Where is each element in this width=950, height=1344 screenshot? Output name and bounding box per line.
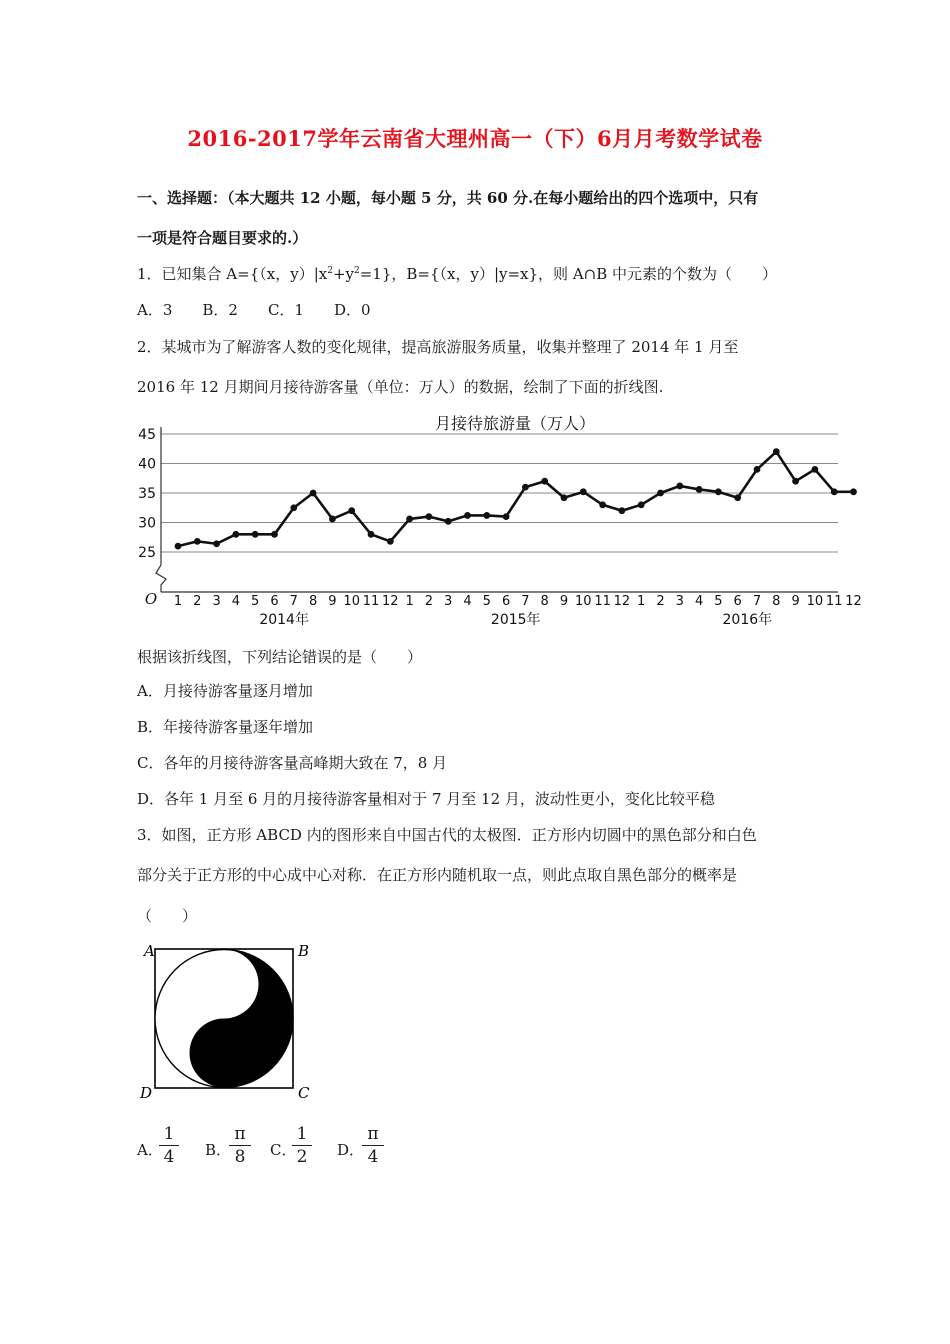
x-tick-label: 3 [212, 594, 221, 609]
data-point [657, 490, 664, 497]
q2-stem-line2: 2016 年 12 月期间月接待游客量（单位：万人）的数据，绘制了下面的折线图. [137, 378, 664, 396]
denominator: 2 [296, 1147, 308, 1167]
x-tick-label: 7 [289, 594, 298, 609]
data-point [406, 516, 413, 523]
data-point [696, 486, 703, 493]
x-tick-label: 7 [521, 594, 530, 609]
x-tick-label: 2 [656, 594, 665, 609]
section-header-line1: 一、选择题：（本大题共 12 小题，每小题 5 分，共 60 分.在每小题给出的四个选项中，只有 [137, 189, 759, 207]
data-point [599, 501, 606, 508]
denominator: 4 [367, 1147, 379, 1167]
data-point [561, 494, 568, 501]
q3-option-a-label: A． [137, 1141, 163, 1159]
q3-stem-line2: 部分关于正方形的中心成中心对称．在正方形内随机取一点，则此点取自黑色部分的概率是 [137, 866, 738, 884]
data-point [310, 490, 317, 497]
year-label: 2015年 [490, 612, 541, 628]
data-point [792, 478, 799, 485]
numerator: π [234, 1124, 246, 1144]
q3-option-d-fraction [362, 1124, 384, 1167]
data-point [368, 531, 375, 538]
data-point [464, 512, 471, 519]
q3-stem-line3: （ ） [137, 907, 198, 925]
data-point [348, 507, 355, 514]
x-tick-label: 11 [362, 594, 380, 609]
y-tick-label: 30 [138, 515, 156, 532]
x-tick-label: 1 [173, 594, 183, 609]
x-tick-label: 8 [308, 594, 318, 609]
y-axis-break [156, 565, 166, 592]
data-point [290, 504, 297, 511]
data-point [426, 513, 433, 520]
q2-stem-line1: 2．某城市为了解游客人数的变化规律，提高旅游服务质量，收集并整理了 2014 年 1 月至 [137, 338, 739, 356]
data-point [233, 531, 240, 538]
data-point [252, 531, 259, 538]
data-point [387, 538, 394, 545]
taiji-figure [136, 936, 320, 1104]
x-tick-label: 11 [594, 594, 611, 609]
x-tick-label: 6 [270, 594, 279, 609]
x-tick-label: 12 [382, 594, 399, 609]
data-point [541, 478, 548, 485]
series-line [178, 452, 854, 546]
denominator: 8 [234, 1147, 246, 1167]
x-tick-label: 8 [540, 594, 549, 609]
x-tick-label: 4 [231, 594, 241, 609]
tourist-line-chart [130, 405, 860, 635]
x-tick-label: 1 [637, 594, 646, 609]
x-tick-label: 5 [482, 594, 491, 609]
q3-option-c-fraction [292, 1124, 312, 1167]
q2-question: 根据该折线图，下列结论错误的是（ ） [137, 648, 423, 666]
data-point [773, 448, 780, 455]
y-tick-label: 40 [138, 456, 156, 473]
data-point [503, 513, 510, 520]
page-title: 2016-2017学年云南省大理州高一（下）6月月考数学试卷 [187, 126, 763, 151]
x-tick-label: 5 [714, 594, 723, 609]
black-dot [217, 1047, 231, 1061]
q1-options: A．3 B．2 C．1 D．0 [137, 301, 371, 319]
data-point [831, 488, 838, 495]
data-point [754, 466, 761, 473]
data-point [638, 501, 645, 508]
q3-option-c-label: C． [270, 1141, 297, 1159]
data-point [175, 543, 182, 550]
data-point [483, 512, 490, 519]
x-tick-label: 2 [424, 594, 434, 609]
y-tick-label: 45 [138, 427, 156, 443]
y-tick-label: 25 [138, 545, 156, 561]
numerator: 1 [296, 1124, 308, 1144]
year-label: 2014年 [259, 612, 309, 628]
x-tick-label: 9 [559, 594, 569, 609]
x-tick-label: 6 [501, 594, 511, 609]
data-point [676, 483, 683, 490]
corner-label-d: D [140, 1084, 153, 1102]
data-point [812, 466, 819, 473]
corner-label-a: A [144, 942, 155, 960]
q3-option-b-label: B． [205, 1141, 232, 1159]
white-dot [217, 976, 231, 990]
x-tick-label: 9 [791, 594, 800, 609]
data-point [715, 488, 722, 495]
denominator: 4 [163, 1147, 175, 1167]
q3-option-d-label: D． [337, 1141, 365, 1159]
q3-option-b-fraction [229, 1124, 251, 1167]
data-point [213, 540, 220, 547]
q2-option-d: D．各年 1 月至 6 月的月接待游客量相对于 7 月至 12 月，波动性更小，变化比较平稳 [137, 790, 715, 808]
q3-option-a-fraction [159, 1124, 179, 1167]
x-tick-label: 12 [613, 594, 631, 609]
x-tick-label: 4 [694, 594, 704, 609]
corner-label-c: C [298, 1084, 310, 1102]
chart-title: 月接待旅游量（万人） [434, 414, 596, 433]
data-point [734, 494, 741, 501]
x-tick-label: 3 [444, 594, 453, 609]
x-tick-label: 12 [845, 594, 862, 609]
x-tick-label: 6 [733, 594, 742, 609]
x-tick-label: 5 [251, 594, 260, 609]
x-tick-label: 9 [328, 594, 337, 609]
origin-label: O [144, 590, 158, 608]
q2-option-c: C．各年的月接待游客量高峰期大致在 7，8 月 [137, 754, 448, 772]
x-tick-label: 10 [575, 594, 592, 609]
q3-stem-line1: 3．如图，正方形 ABCD 内的图形来自中国古代的太极图．正方形内切圆中的黑色部分和白色 [137, 826, 757, 844]
x-tick-label: 3 [675, 594, 684, 609]
x-tick-label: 2 [193, 594, 202, 609]
q1-stem: 1．已知集合 A={（x，$y)|x^2+y^2=1$}，B={（x，y）|y=x}，则 A∩B 中元素的个数为（ ） [137, 265, 778, 283]
data-point [619, 507, 626, 514]
x-tick-label: 11 [825, 594, 843, 609]
data-point [580, 488, 587, 495]
x-tick-label: 4 [463, 594, 472, 609]
q2-option-b: B．年接待游客量逐年增加 [137, 718, 314, 736]
corner-label-b: B [298, 942, 310, 960]
x-tick-label: 8 [772, 594, 781, 609]
x-tick-label: 10 [806, 594, 824, 609]
data-point [850, 488, 857, 495]
data-point [329, 516, 336, 523]
data-point [445, 518, 452, 525]
numerator: π [367, 1124, 379, 1144]
section-header-line2: 一项是符合题目要求的.） [137, 229, 308, 247]
numerator: 1 [163, 1124, 175, 1144]
data-point [271, 531, 278, 538]
y-tick-label: 35 [138, 486, 156, 502]
q2-option-a: A．月接待游客量逐月增加 [137, 682, 313, 700]
year-label: 2016年 [722, 612, 773, 628]
data-point [194, 538, 201, 545]
data-point [522, 484, 529, 491]
x-tick-label: 7 [752, 594, 762, 609]
x-tick-label: 10 [343, 594, 360, 609]
x-tick-label: 1 [405, 594, 414, 609]
